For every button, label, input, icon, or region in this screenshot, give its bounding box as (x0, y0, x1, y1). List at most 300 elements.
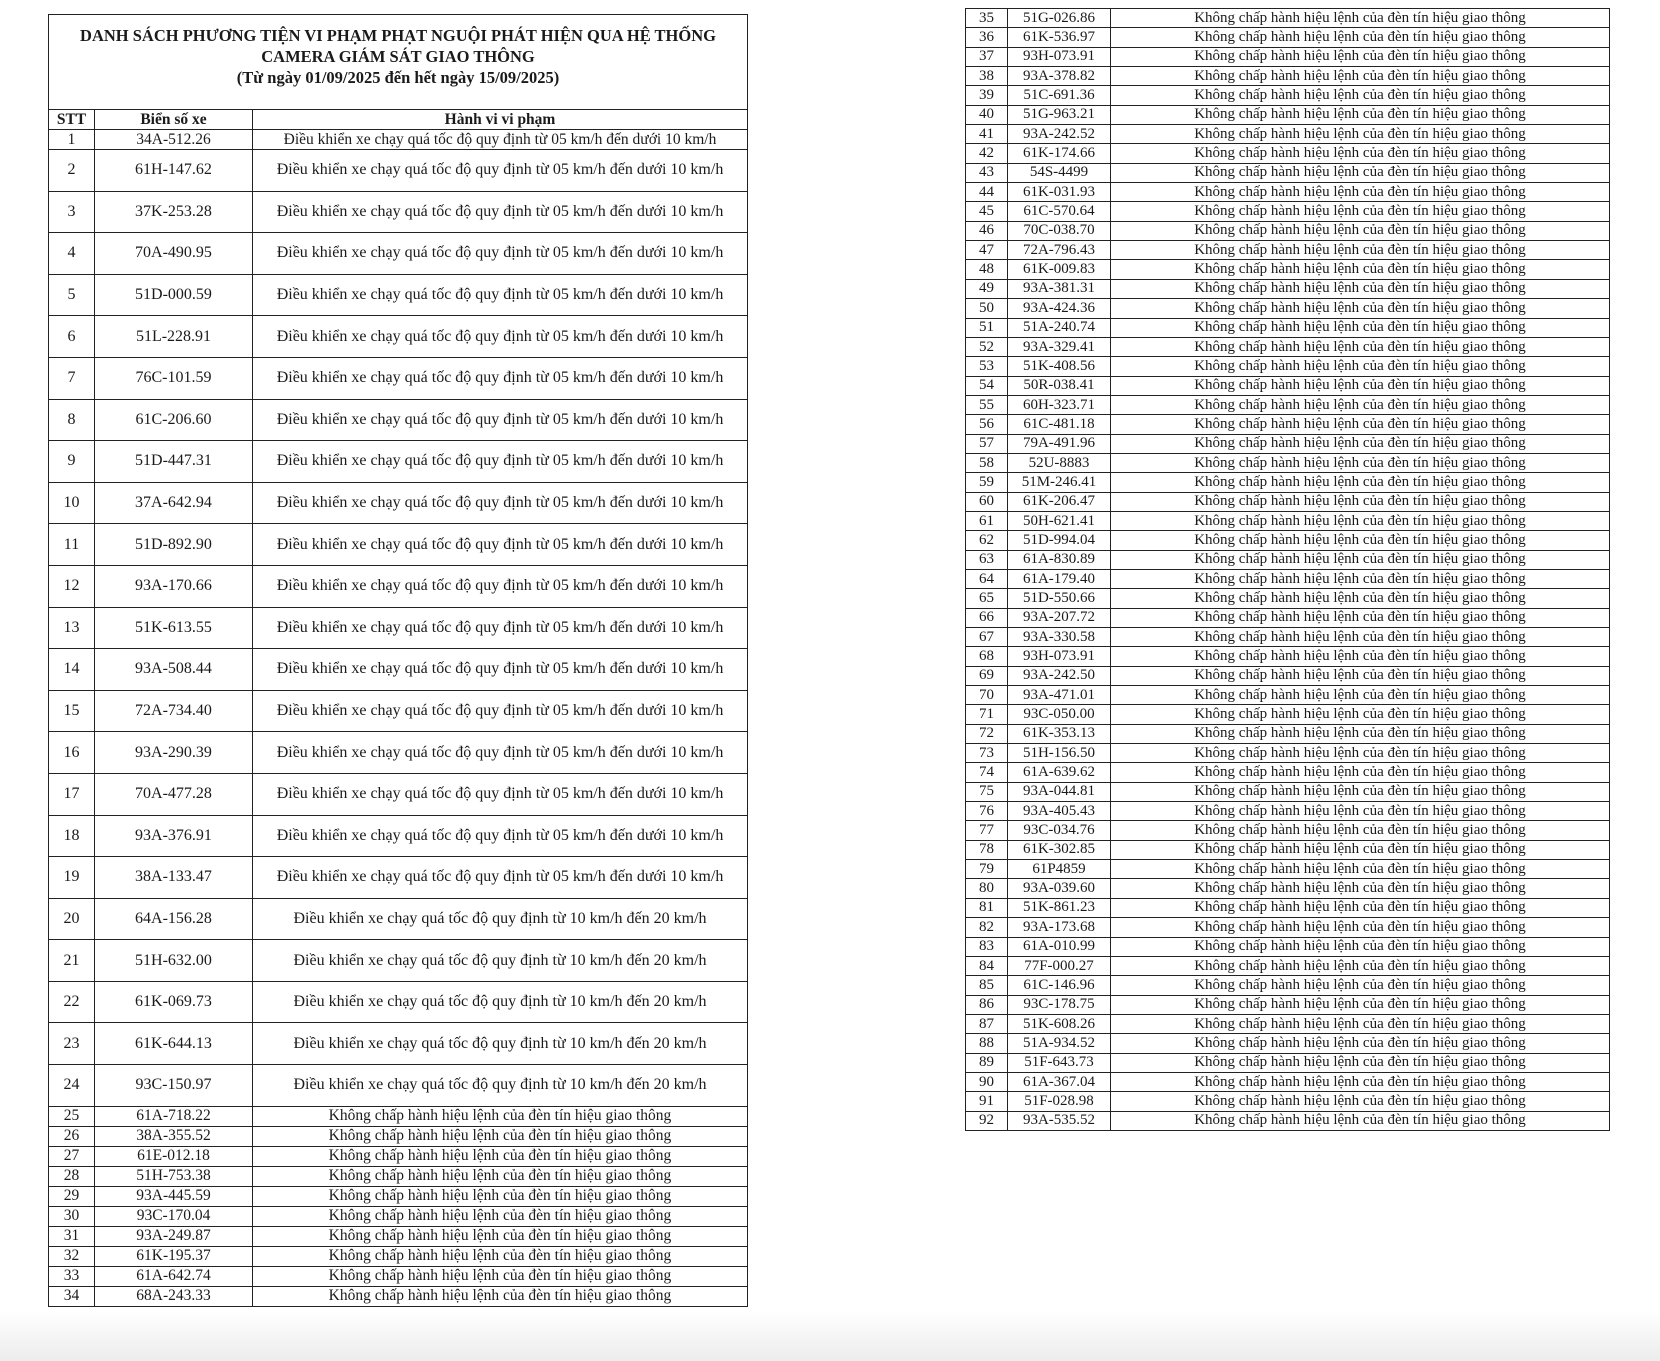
row-stt: 91 (966, 1092, 1008, 1111)
table-row (49, 233, 748, 275)
row-plate: 93A-381.31 (1008, 279, 1111, 298)
table-row (966, 47, 1610, 66)
row-stt: 8 (49, 399, 95, 441)
table-row (49, 981, 748, 1023)
row-plate: 50R-038.41 (1008, 376, 1111, 395)
row-stt: 12 (49, 565, 95, 607)
row-violation: Không chấp hành hiệu lệnh của đèn tín hiệu giao thông (1111, 937, 1610, 956)
row-violation: Không chấp hành hiệu lệnh của đèn tín hiệu giao thông (1111, 337, 1610, 356)
table-row (49, 690, 748, 732)
table-row (49, 1146, 748, 1166)
row-plate: 38A-133.47 (95, 857, 253, 899)
table-row (966, 415, 1610, 434)
row-violation: Điều khiển xe chạy quá tốc độ quy định từ 05 km/h đến dưới 10 km/h (253, 524, 748, 566)
row-violation: Điều khiển xe chạy quá tốc độ quy định từ 10 km/h đến 20 km/h (253, 981, 748, 1023)
row-plate: 51D-550.66 (1008, 589, 1111, 608)
row-violation: Không chấp hành hiệu lệnh của đèn tín hiệu giao thông (1111, 918, 1610, 937)
row-violation: Không chấp hành hiệu lệnh của đèn tín hiệu giao thông (1111, 415, 1610, 434)
table-row (966, 1014, 1610, 1033)
row-stt: 15 (49, 690, 95, 732)
row-stt: 90 (966, 1072, 1008, 1091)
row-violation: Không chấp hành hiệu lệnh của đèn tín hiệu giao thông (1111, 550, 1610, 569)
row-plate: 76C-101.59 (95, 357, 253, 399)
table-row (49, 130, 748, 150)
row-stt: 16 (49, 732, 95, 774)
row-violation: Không chấp hành hiệu lệnh của đèn tín hiệu giao thông (253, 1266, 748, 1286)
row-stt: 9 (49, 441, 95, 483)
row-plate: 93C-170.04 (95, 1206, 253, 1226)
row-violation: Không chấp hành hiệu lệnh của đèn tín hiệu giao thông (1111, 763, 1610, 782)
table-row (49, 649, 748, 691)
row-plate: 72A-734.40 (95, 690, 253, 732)
table-row (966, 937, 1610, 956)
row-stt: 86 (966, 995, 1008, 1014)
table-row (49, 815, 748, 857)
row-plate: 61E-012.18 (95, 1146, 253, 1166)
row-stt: 64 (966, 569, 1008, 588)
table-row (966, 434, 1610, 453)
row-violation: Điều khiển xe chạy quá tốc độ quy định từ 05 km/h đến dưới 10 km/h (253, 441, 748, 483)
row-stt: 20 (49, 898, 95, 940)
row-violation: Không chấp hành hiệu lệnh của đèn tín hiệu giao thông (1111, 299, 1610, 318)
row-stt: 28 (49, 1166, 95, 1186)
table-row (49, 1286, 748, 1306)
row-violation: Điều khiển xe chạy quá tốc độ quy định từ 05 km/h đến dưới 10 km/h (253, 191, 748, 233)
row-plate: 61K-031.93 (1008, 183, 1111, 202)
column-header-violation: Hành vi vi phạm (253, 110, 748, 130)
table-row (49, 1246, 748, 1266)
row-violation: Điều khiển xe chạy quá tốc độ quy định từ 05 km/h đến dưới 10 km/h (253, 130, 748, 150)
row-plate: 61K-206.47 (1008, 492, 1111, 511)
row-plate: 93A-378.82 (1008, 67, 1111, 86)
row-plate: 51H-632.00 (95, 940, 253, 982)
row-violation: Không chấp hành hiệu lệnh của đèn tín hiệu giao thông (1111, 821, 1610, 840)
row-plate: 51G-963.21 (1008, 105, 1111, 124)
row-stt: 52 (966, 337, 1008, 356)
table-row (966, 686, 1610, 705)
row-stt: 75 (966, 782, 1008, 801)
row-violation: Không chấp hành hiệu lệnh của đèn tín hiệu giao thông (1111, 86, 1610, 105)
row-plate: 93C-034.76 (1008, 821, 1111, 840)
table-row (966, 666, 1610, 685)
row-violation: Không chấp hành hiệu lệnh của đèn tín hiệu giao thông (1111, 357, 1610, 376)
row-plate: 61K-069.73 (95, 981, 253, 1023)
table-row (966, 221, 1610, 240)
row-plate: 93A-445.59 (95, 1186, 253, 1206)
row-plate: 93C-050.00 (1008, 705, 1111, 724)
table-row (966, 802, 1610, 821)
table-row (49, 857, 748, 899)
row-stt: 42 (966, 144, 1008, 163)
row-plate: 93A-329.41 (1008, 337, 1111, 356)
table-row (966, 318, 1610, 337)
row-plate: 61C-146.96 (1008, 976, 1111, 995)
table-row (49, 441, 748, 483)
row-plate: 34A-512.26 (95, 130, 253, 150)
row-plate: 61H-147.62 (95, 150, 253, 192)
row-plate: 93A-207.72 (1008, 608, 1111, 627)
row-plate: 61A-367.04 (1008, 1072, 1111, 1091)
row-stt: 80 (966, 879, 1008, 898)
row-stt: 37 (966, 47, 1008, 66)
row-stt: 3 (49, 191, 95, 233)
row-plate: 93H-073.91 (1008, 647, 1111, 666)
table-row (49, 1065, 748, 1107)
row-stt: 6 (49, 316, 95, 358)
row-stt: 72 (966, 724, 1008, 743)
table-row (49, 1126, 748, 1146)
row-plate: 93H-073.91 (1008, 47, 1111, 66)
row-violation: Điều khiển xe chạy quá tốc độ quy định từ 05 km/h đến dưới 10 km/h (253, 150, 748, 192)
row-violation: Không chấp hành hiệu lệnh của đèn tín hiệu giao thông (1111, 724, 1610, 743)
row-stt: 81 (966, 898, 1008, 917)
row-plate: 93A-173.68 (1008, 918, 1111, 937)
row-stt: 30 (49, 1206, 95, 1226)
row-plate: 51D-000.59 (95, 274, 253, 316)
row-violation: Không chấp hành hiệu lệnh của đèn tín hiệu giao thông (1111, 782, 1610, 801)
row-violation: Không chấp hành hiệu lệnh của đèn tín hiệu giao thông (1111, 28, 1610, 47)
row-violation: Không chấp hành hiệu lệnh của đèn tín hiệu giao thông (253, 1186, 748, 1206)
row-plate: 51K-861.23 (1008, 898, 1111, 917)
row-stt: 82 (966, 918, 1008, 937)
row-stt: 66 (966, 608, 1008, 627)
row-stt: 68 (966, 647, 1008, 666)
row-plate: 37A-642.94 (95, 482, 253, 524)
row-stt: 73 (966, 744, 1008, 763)
row-stt: 43 (966, 163, 1008, 182)
row-violation: Điều khiển xe chạy quá tốc độ quy định từ 05 km/h đến dưới 10 km/h (253, 316, 748, 358)
row-stt: 4 (49, 233, 95, 275)
row-plate: 38A-355.52 (95, 1126, 253, 1146)
row-violation: Không chấp hành hiệu lệnh của đèn tín hiệu giao thông (1111, 376, 1610, 395)
row-violation: Không chấp hành hiệu lệnh của đèn tín hiệu giao thông (1111, 1034, 1610, 1053)
row-stt: 1 (49, 130, 95, 150)
row-stt: 5 (49, 274, 95, 316)
row-violation: Không chấp hành hiệu lệnh của đèn tín hiệu giao thông (1111, 492, 1610, 511)
row-plate: 61K-302.85 (1008, 840, 1111, 859)
row-violation: Điều khiển xe chạy quá tốc độ quy định từ 10 km/h đến 20 km/h (253, 898, 748, 940)
row-plate: 50H-621.41 (1008, 511, 1111, 530)
row-plate: 79A-491.96 (1008, 434, 1111, 453)
row-violation: Không chấp hành hiệu lệnh của đèn tín hiệu giao thông (253, 1246, 748, 1266)
row-violation: Không chấp hành hiệu lệnh của đèn tín hiệu giao thông (1111, 183, 1610, 202)
row-violation: Điều khiển xe chạy quá tốc độ quy định từ 10 km/h đến 20 km/h (253, 1065, 748, 1107)
table-row (966, 105, 1610, 124)
row-plate: 61K-009.83 (1008, 260, 1111, 279)
table-row (49, 191, 748, 233)
row-violation: Không chấp hành hiệu lệnh của đèn tín hiệu giao thông (1111, 434, 1610, 453)
row-violation: Không chấp hành hiệu lệnh của đèn tín hiệu giao thông (1111, 686, 1610, 705)
row-stt: 51 (966, 318, 1008, 337)
row-violation: Không chấp hành hiệu lệnh của đèn tín hiệu giao thông (1111, 531, 1610, 550)
row-stt: 41 (966, 125, 1008, 144)
table-row (49, 524, 748, 566)
row-plate: 51H-156.50 (1008, 744, 1111, 763)
row-plate: 51F-028.98 (1008, 1092, 1111, 1111)
row-plate: 37K-253.28 (95, 191, 253, 233)
row-violation: Điều khiển xe chạy quá tốc độ quy định từ 05 km/h đến dưới 10 km/h (253, 482, 748, 524)
table-row (966, 492, 1610, 511)
row-plate: 61A-830.89 (1008, 550, 1111, 569)
table-row (49, 898, 748, 940)
row-stt: 84 (966, 956, 1008, 975)
row-stt: 56 (966, 415, 1008, 434)
table-row (966, 453, 1610, 472)
page-bottom-fade (0, 1311, 1660, 1361)
document-title-block (49, 15, 748, 110)
table-row (966, 763, 1610, 782)
row-violation: Không chấp hành hiệu lệnh của đèn tín hiệu giao thông (1111, 1092, 1610, 1111)
row-plate: 51D-994.04 (1008, 531, 1111, 550)
table-row (49, 1226, 748, 1246)
row-plate: 52U-8883 (1008, 453, 1111, 472)
row-stt: 24 (49, 1065, 95, 1107)
row-plate: 93A-535.52 (1008, 1111, 1111, 1130)
table-row (966, 279, 1610, 298)
table-row (966, 782, 1610, 801)
row-plate: 51H-753.38 (95, 1166, 253, 1186)
row-violation: Không chấp hành hiệu lệnh của đèn tín hiệu giao thông (1111, 995, 1610, 1014)
row-violation: Điều khiển xe chạy quá tốc độ quy định từ 05 km/h đến dưới 10 km/h (253, 857, 748, 899)
table-row (49, 1023, 748, 1065)
table-row (966, 357, 1610, 376)
row-plate: 51K-608.26 (1008, 1014, 1111, 1033)
row-stt: 34 (49, 1286, 95, 1306)
row-plate: 61C-481.18 (1008, 415, 1111, 434)
row-plate: 93A-242.52 (1008, 125, 1111, 144)
row-violation: Không chấp hành hiệu lệnh của đèn tín hiệu giao thông (1111, 666, 1610, 685)
table-row (49, 1266, 748, 1286)
row-violation: Điều khiển xe chạy quá tốc độ quy định từ 05 km/h đến dưới 10 km/h (253, 773, 748, 815)
table-row (966, 705, 1610, 724)
row-violation: Điều khiển xe chạy quá tốc độ quy định từ 05 km/h đến dưới 10 km/h (253, 690, 748, 732)
row-stt: 69 (966, 666, 1008, 685)
row-violation: Điều khiển xe chạy quá tốc độ quy định từ 10 km/h đến 20 km/h (253, 1023, 748, 1065)
table-row (966, 1053, 1610, 1072)
row-plate: 61A-639.62 (1008, 763, 1111, 782)
table-row (49, 607, 748, 649)
table-row (966, 337, 1610, 356)
table-row (966, 995, 1610, 1014)
row-violation: Không chấp hành hiệu lệnh của đèn tín hiệu giao thông (1111, 511, 1610, 530)
row-stt: 18 (49, 815, 95, 857)
document-title-line1: DANH SÁCH PHƯƠNG TIỆN VI PHẠM PHẠT NGUỘI PHÁT HIỆN QUA HỆ THỐNG (80, 26, 716, 45)
row-plate: 93A-471.01 (1008, 686, 1111, 705)
row-plate: 64A-156.28 (95, 898, 253, 940)
table-row (966, 144, 1610, 163)
row-plate: 61A-010.99 (1008, 937, 1111, 956)
row-stt: 33 (49, 1266, 95, 1286)
row-stt: 70 (966, 686, 1008, 705)
row-stt: 39 (966, 86, 1008, 105)
row-violation: Không chấp hành hiệu lệnh của đèn tín hiệu giao thông (253, 1146, 748, 1166)
row-violation: Không chấp hành hiệu lệnh của đèn tín hiệu giao thông (1111, 202, 1610, 221)
row-violation: Điều khiển xe chạy quá tốc độ quy định từ 05 km/h đến dưới 10 km/h (253, 399, 748, 441)
row-violation: Không chấp hành hiệu lệnh của đèn tín hiệu giao thông (253, 1166, 748, 1186)
row-violation: Không chấp hành hiệu lệnh của đèn tín hiệu giao thông (1111, 608, 1610, 627)
row-plate: 93A-039.60 (1008, 879, 1111, 898)
row-plate: 51F-643.73 (1008, 1053, 1111, 1072)
table-row (966, 531, 1610, 550)
row-violation: Không chấp hành hiệu lệnh của đèn tín hiệu giao thông (253, 1226, 748, 1246)
row-plate: 61K-644.13 (95, 1023, 253, 1065)
table-row (49, 482, 748, 524)
document-title-line2: CAMERA GIÁM SÁT GIAO THÔNG (261, 47, 535, 66)
row-violation: Không chấp hành hiệu lệnh của đèn tín hiệu giao thông (1111, 279, 1610, 298)
table-row (966, 879, 1610, 898)
row-violation: Không chấp hành hiệu lệnh của đèn tín hiệu giao thông (1111, 9, 1610, 28)
row-violation: Không chấp hành hiệu lệnh của đèn tín hiệu giao thông (1111, 976, 1610, 995)
table-row (49, 940, 748, 982)
row-plate: 61K-174.66 (1008, 144, 1111, 163)
row-violation: Không chấp hành hiệu lệnh của đèn tín hiệu giao thông (1111, 453, 1610, 472)
row-stt: 87 (966, 1014, 1008, 1033)
row-plate: 51A-934.52 (1008, 1034, 1111, 1053)
row-stt: 74 (966, 763, 1008, 782)
row-plate: 70A-477.28 (95, 773, 253, 815)
table-row (966, 202, 1610, 221)
table-row (966, 860, 1610, 879)
row-plate: 51D-892.90 (95, 524, 253, 566)
row-stt: 54 (966, 376, 1008, 395)
table-row (966, 976, 1610, 995)
table-row (49, 150, 748, 192)
row-stt: 26 (49, 1126, 95, 1146)
row-plate: 51M-246.41 (1008, 473, 1111, 492)
row-stt: 14 (49, 649, 95, 691)
row-violation: Không chấp hành hiệu lệnh của đèn tín hiệu giao thông (1111, 628, 1610, 647)
table-row (966, 550, 1610, 569)
row-stt: 47 (966, 241, 1008, 260)
table-row (966, 1072, 1610, 1091)
row-plate: 51K-613.55 (95, 607, 253, 649)
row-violation: Không chấp hành hiệu lệnh của đèn tín hiệu giao thông (1111, 1111, 1610, 1130)
row-stt: 29 (49, 1186, 95, 1206)
row-violation: Điều khiển xe chạy quá tốc độ quy định từ 05 km/h đến dưới 10 km/h (253, 607, 748, 649)
table-row (966, 647, 1610, 666)
table-row (966, 840, 1610, 859)
row-stt: 10 (49, 482, 95, 524)
row-violation: Điều khiển xe chạy quá tốc độ quy định từ 05 km/h đến dưới 10 km/h (253, 732, 748, 774)
row-plate: 93A-044.81 (1008, 782, 1111, 801)
row-violation: Không chấp hành hiệu lệnh của đèn tín hiệu giao thông (1111, 705, 1610, 724)
table-row (966, 299, 1610, 318)
row-violation: Không chấp hành hiệu lệnh của đèn tín hiệu giao thông (1111, 879, 1610, 898)
row-stt: 45 (966, 202, 1008, 221)
table-row (966, 28, 1610, 47)
table-row (966, 395, 1610, 414)
row-plate: 51A-240.74 (1008, 318, 1111, 337)
table-row (966, 589, 1610, 608)
row-stt: 44 (966, 183, 1008, 202)
row-violation: Không chấp hành hiệu lệnh của đèn tín hiệu giao thông (253, 1206, 748, 1226)
row-violation: Không chấp hành hiệu lệnh của đèn tín hiệu giao thông (1111, 840, 1610, 859)
document-date-range: (Từ ngày 01/09/2025 đến hết ngày 15/09/2025) (236, 68, 560, 87)
row-stt: 76 (966, 802, 1008, 821)
table-row (966, 511, 1610, 530)
table-row (966, 473, 1610, 492)
table-row (966, 9, 1610, 28)
row-stt: 89 (966, 1053, 1008, 1072)
column-header-stt: STT (49, 110, 95, 130)
table-row (966, 821, 1610, 840)
row-violation: Không chấp hành hiệu lệnh của đèn tín hiệu giao thông (1111, 395, 1610, 414)
row-stt: 88 (966, 1034, 1008, 1053)
row-plate: 61C-206.60 (95, 399, 253, 441)
table-row (49, 565, 748, 607)
row-violation: Không chấp hành hiệu lệnh của đèn tín hiệu giao thông (1111, 105, 1610, 124)
row-plate: 93A-290.39 (95, 732, 253, 774)
row-stt: 78 (966, 840, 1008, 859)
column-header-plate: Biển số xe (95, 110, 253, 130)
row-plate: 70A-490.95 (95, 233, 253, 275)
row-plate: 61K-195.37 (95, 1246, 253, 1266)
row-plate: 93A-249.87 (95, 1226, 253, 1246)
row-stt: 61 (966, 511, 1008, 530)
violations-table-right (965, 8, 1610, 1131)
row-violation: Không chấp hành hiệu lệnh của đèn tín hiệu giao thông (1111, 569, 1610, 588)
row-stt: 40 (966, 105, 1008, 124)
table-row (966, 376, 1610, 395)
row-violation: Không chấp hành hiệu lệnh của đèn tín hiệu giao thông (1111, 163, 1610, 182)
row-plate: 77F-000.27 (1008, 956, 1111, 975)
row-stt: 25 (49, 1106, 95, 1126)
row-violation: Điều khiển xe chạy quá tốc độ quy định từ 05 km/h đến dưới 10 km/h (253, 649, 748, 691)
row-plate: 61C-570.64 (1008, 202, 1111, 221)
row-violation: Không chấp hành hiệu lệnh của đèn tín hiệu giao thông (253, 1286, 748, 1306)
row-plate: 93A-405.43 (1008, 802, 1111, 821)
row-stt: 22 (49, 981, 95, 1023)
table-row (49, 316, 748, 358)
row-plate: 70C-038.70 (1008, 221, 1111, 240)
row-violation: Không chấp hành hiệu lệnh của đèn tín hiệu giao thông (1111, 744, 1610, 763)
table-row (966, 1034, 1610, 1053)
row-stt: 60 (966, 492, 1008, 511)
table-row (966, 183, 1610, 202)
row-stt: 35 (966, 9, 1008, 28)
row-plate: 68A-243.33 (95, 1286, 253, 1306)
row-plate: 61A-179.40 (1008, 569, 1111, 588)
row-stt: 59 (966, 473, 1008, 492)
row-violation: Không chấp hành hiệu lệnh của đèn tín hiệu giao thông (1111, 589, 1610, 608)
table-row (966, 67, 1610, 86)
table-row (966, 898, 1610, 917)
table-row (966, 608, 1610, 627)
row-violation: Không chấp hành hiệu lệnh của đèn tín hiệu giao thông (1111, 956, 1610, 975)
row-stt: 31 (49, 1226, 95, 1246)
table-row (49, 1186, 748, 1206)
row-plate: 51L-228.91 (95, 316, 253, 358)
row-stt: 7 (49, 357, 95, 399)
row-violation: Không chấp hành hiệu lệnh của đèn tín hiệu giao thông (1111, 125, 1610, 144)
row-stt: 55 (966, 395, 1008, 414)
row-stt: 23 (49, 1023, 95, 1065)
row-stt: 67 (966, 628, 1008, 647)
table-row (49, 732, 748, 774)
row-stt: 63 (966, 550, 1008, 569)
row-violation: Không chấp hành hiệu lệnh của đèn tín hiệu giao thông (253, 1106, 748, 1126)
table-row (966, 956, 1610, 975)
row-plate: 61K-536.97 (1008, 28, 1111, 47)
row-stt: 17 (49, 773, 95, 815)
row-violation: Điều khiển xe chạy quá tốc độ quy định từ 10 km/h đến 20 km/h (253, 940, 748, 982)
row-plate: 61P4859 (1008, 860, 1111, 879)
row-violation: Điều khiển xe chạy quá tốc độ quy định từ 05 km/h đến dưới 10 km/h (253, 357, 748, 399)
row-violation: Không chấp hành hiệu lệnh của đèn tín hiệu giao thông (1111, 802, 1610, 821)
row-violation: Không chấp hành hiệu lệnh của đèn tín hiệu giao thông (1111, 47, 1610, 66)
row-stt: 79 (966, 860, 1008, 879)
row-plate: 93A-242.50 (1008, 666, 1111, 685)
